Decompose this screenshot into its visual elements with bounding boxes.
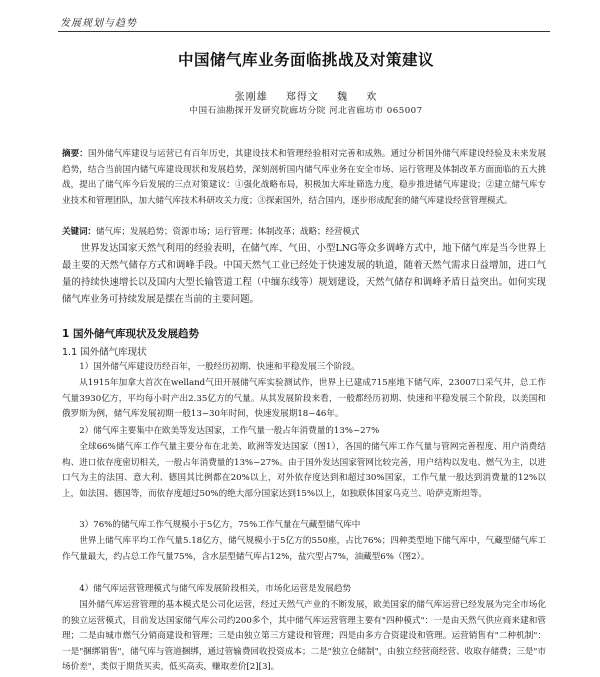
paragraph-5: 3）76%的储气库工作气规模小于5亿方，75%工作气量在气藏型储气库中 [79,520,361,530]
author-2: 郑得文 [285,92,319,103]
affiliation: 中国石油勘探开发研究院廊坊分院 河北省廊坊市 065007 [189,106,423,116]
keywords-label: 关键词： [62,227,97,237]
intro-paragraph: 世界发达国家天然气利用的经验表明，在储气库、气田、小型LNG等众多调峰方式中，地下储气库是当今世界上最主要的天然气储存方式和调峰手段。中国天然气工业已经处于快速发展的轨道，随着天然气需求日益增加，进口气量的持续快速增长以及国内大型长输管道工程（中缅东线等）规划建设，天然气储存和调峰矛盾日益突出。如何实现储气库业务可持续发展是摆在当前的主要问题。 [62,243,546,305]
paragraph-3: 2）储气库主要集中在欧美等发达国家，工作气量一般占年消费量的13%~27% [79,426,380,436]
paragraph-7: 4）储气库运营管理模式与储气库发展阶段相关，市场化运营是发展趋势 [79,584,352,594]
keywords [62,225,546,239]
paragraph-6: 世界上储气库平均工作气量5.18亿方，储气规模小于5亿方的550座，占比76%；四种类型地下储气库中，气藏型储气库工作气量最大，约占总工作气量75%，含水层型储气库占12%，盐穴型占7%，油藏型6%（图2）。 [62,536,546,562]
subsection-1-1-heading: 1.1 国外储气库现状 [62,347,147,358]
paper-title: 中国储气库业务面临挑战及对策建议 [177,51,434,69]
header-rule [58,31,550,32]
keywords-text: 储气库；发展趋势；资源市场；运行管理；体制改革；战略；经营模式 [96,227,360,237]
abstract-label: 摘要： [62,149,88,159]
section-1-heading: 1 国外储气库现状及发展趋势 [62,328,199,340]
abstract-text: 国外储气库建设与运营已有百年历史，其建设技术和管理经验相对完善和成熟。通过分析国外储气库建设经验及未来发展趋势，结合当前国内储气库建设现状和发展趋势，深刻剖析国内储气库业务在安全市场、运行管理及体制改革方面面临的五大挑战，提出了储气库今后发展的三点对策建议：①强化战略布局，积极加大库址筛选力度，稳步推进储气库建设；②建立储气库专业技术和管理团队，加大储气库技术科研攻关力度；③探索国外，结合国内，逐步形成配套的储气库建设经营管理模式。 [62,149,546,206]
running-head: 发展规划与趋势 [60,18,137,29]
paragraph-2: 从1915年加拿大首次在welland气田开展储气库实验测试作，世界上已建成715座地下储气库，23007口采气井，总工作气量3930亿方，平均每小时产出2.35亿方的气量。从其发展阶段来看，一般都经历初期、快速和平稳发展三个阶段，以美国和俄罗斯为例，储气库发展初期一般13~30年时间，快速发展期18~46年。 [62,378,546,420]
paragraph-4: 全球66%储气库工作气量主要分布在北美、欧洲等发达国家（图1），各国的储气库工作气量与管网完善程度、用户消费结构、进口依存度密切相关，一般占年消费量的13%~27%。由于国外发达国家管网比较完善，用户结构以发电、燃气为主，以进口气为主的法国、意大利、德国其比例都在20%以上，对外依存度达到和超过30%国家，工作气量一般达到消费量的12%以上，如法国、德国等，而依存度超过50%的绝大部分国家达到15%以上，如独联体国家乌克兰、哈萨克斯坦等。 [62,442,546,499]
paragraph-1: 1）国外储气库建设历经百年，一般经历初期、快速和平稳发展三个阶段。 [79,362,360,372]
author-list [60,88,552,103]
author-3: 魏 欢 [337,92,378,103]
author-1: 张刚雄 [234,92,268,103]
paragraph-8: 国外储气库运营管理的基本模式是公司化运营，经过天然气产业的不断发展，欧美国家的储气库运营已经发展为完全市场化的独立运营模式，目前发达国家储气库公司约200多个，其中储气库运营管理主要有"四种模式"：一是由天然气供应商来建和管理；二是由城市燃气分销商建设和管理；三是由独立第三方建设和管理；四是由多方合资建设和管理。运营销售有"二种机制"：一是"捆绑销售"，储气库与管道捆绑，通过管输费回收投资成本；二是"独立仓储制"，由独立经营商经营、收取存储费；三是"市场价差"，类似于期货买卖，低买高卖，赚取差价[2][3]。 [62,600,546,673]
abstract [62,147,546,209]
